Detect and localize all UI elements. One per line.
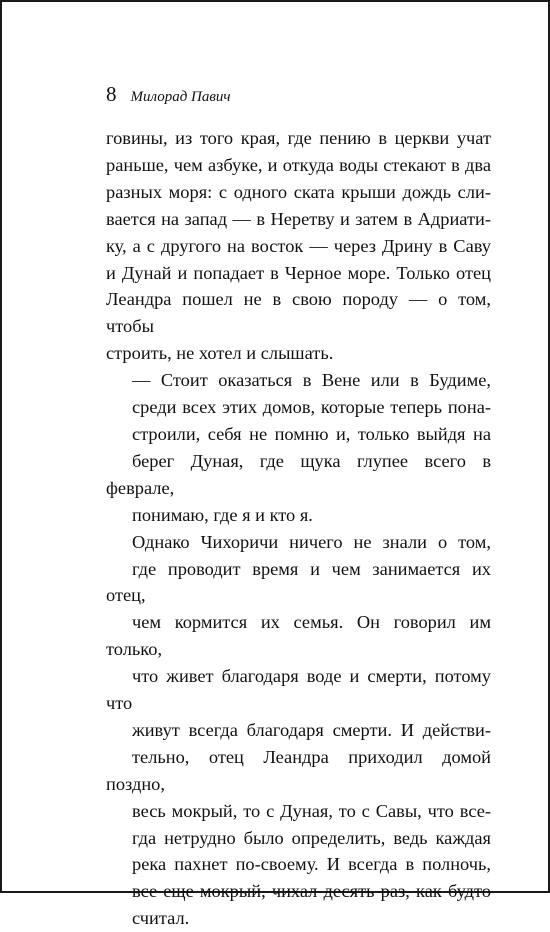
text-line: где проводит время и чем занимается их отец,: [106, 558, 491, 606]
text-line: берег Дуная, где щука глупее всего в феврале,: [106, 450, 491, 498]
text-line: гда нетрудно было определить, ведь каждая: [132, 827, 491, 848]
text-line: Однако Чихоричи ничего не знали о том,: [132, 531, 491, 552]
text-line: ку, а с другого на восток — через Дрину в Саву: [106, 235, 491, 256]
text-line: раньше, чем азбуке, и откуда воды стекают в два: [106, 154, 491, 175]
text-line: все еще мокрый, чихал десять раз, как будто: [132, 881, 491, 902]
text-line: весь мокрый, то с Дуная, то с Савы, что все-: [132, 800, 491, 821]
text-line: и Дунай и попадает в Черное море. Только отец: [106, 262, 491, 283]
page-number: 8: [106, 82, 117, 106]
text-line: понимаю, где я и кто я.: [132, 504, 313, 525]
text-line: — Стоит оказаться в Вене или в Будиме,: [132, 370, 491, 391]
paragraph-3: [106, 529, 491, 932]
text-line: что живет благодаря воде и смерти, потому что: [106, 666, 491, 714]
paragraph-2: [106, 367, 491, 528]
text-line: считал.: [132, 908, 190, 929]
running-head-author: Милорад Павич: [130, 89, 231, 105]
text-line: река пахнет по-своему. И всегда в полночь,: [132, 854, 491, 875]
text-line: вается на запад — в Неретву и затем в Адриати-: [106, 208, 491, 229]
text-line: тельно, отец Леандра приходил домой поздно,: [106, 746, 491, 794]
text-line: среди всех этих домов, которые теперь пона-: [132, 397, 491, 418]
text-line: строили, себя не помню и, только выйдя на: [132, 423, 491, 444]
paragraph-1: [106, 125, 491, 367]
text-line: строить, не хотел и слышать.: [106, 343, 334, 364]
text-line: разных моря: с одного ската крыши дождь сли-: [106, 181, 491, 202]
text-line: говины, из того края, где пению в церкви учат: [106, 128, 491, 148]
text-line: Леандра пошел не в свою породу — о том, чтобы: [106, 289, 491, 337]
text-line: чем кормится их семья. Он говорил им только,: [106, 612, 491, 660]
body-text: [106, 125, 491, 932]
text-line: живут всегда благодаря смерти. И действи-: [132, 719, 491, 740]
page-header: [106, 82, 231, 107]
